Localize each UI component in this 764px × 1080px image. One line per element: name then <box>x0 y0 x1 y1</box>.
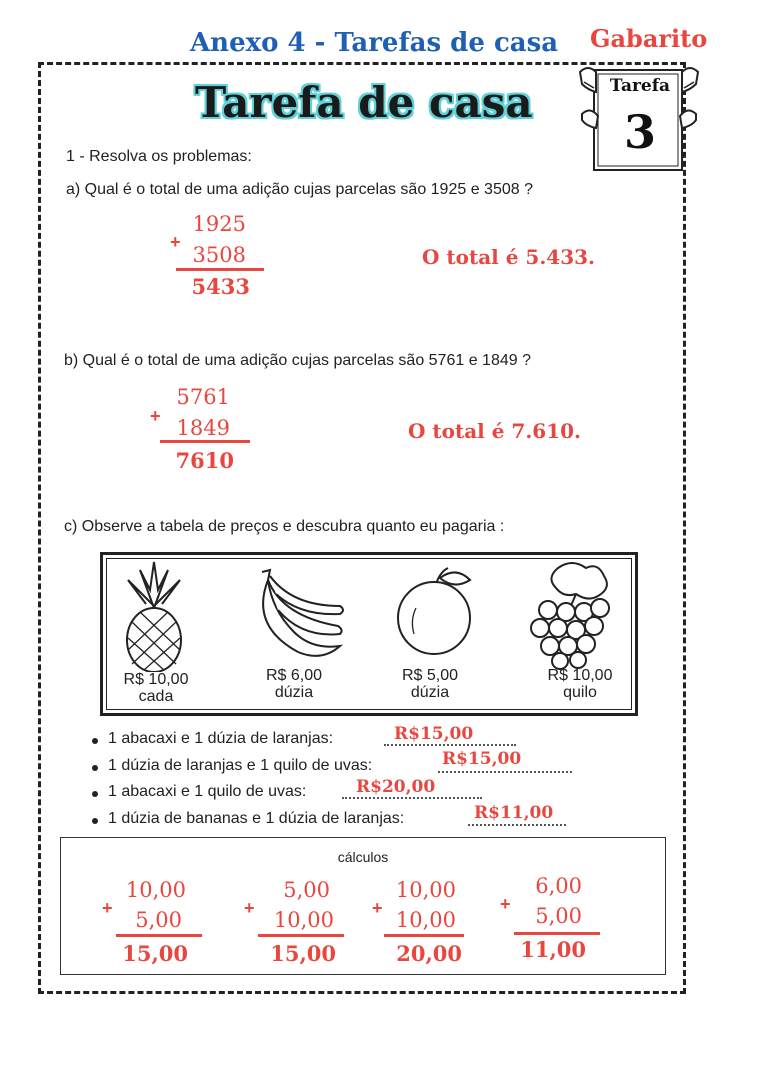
price-bananas-unit: dúzia <box>274 684 314 701</box>
price-pineapple-unit: cada <box>138 688 174 705</box>
answer-line-1 <box>384 744 516 746</box>
calc-2-plus: + <box>244 898 255 918</box>
bullet-answer-3: R$20,00 <box>356 777 436 797</box>
bullet-answer-4: R$11,00 <box>474 803 554 823</box>
problem-b-answer: O total é 7.610. <box>408 419 581 443</box>
price-orange <box>380 667 480 701</box>
price-pineapple-value: R$ 10,00 <box>123 671 189 688</box>
calc-2-addend1: 5,00 <box>283 878 330 902</box>
calc-1-result: 15,00 <box>122 941 188 966</box>
problem-a-question: a) Qual é o total de uma adição cujas parcelas são 1925 e 3508 ? <box>66 181 533 198</box>
price-bananas <box>244 667 344 701</box>
task-sign-number: 3 <box>623 105 656 159</box>
price-pineapple <box>106 671 206 705</box>
calc-2-addend2: 10,00 <box>273 908 334 932</box>
bullet-answer-1: R$15,00 <box>394 724 474 744</box>
price-grapes-value: R$ 10,00 <box>547 667 613 684</box>
calc-4-result: 11,00 <box>520 937 586 962</box>
price-grapes-unit: quilo <box>563 684 597 701</box>
bullet-marker <box>92 738 98 744</box>
calc-3-sum-line <box>384 934 464 937</box>
problem-a-result: 5433 <box>191 274 250 299</box>
calc-1-sum-line <box>116 934 202 937</box>
price-orange-value: R$ 5,00 <box>401 667 459 684</box>
problem-b-question: b) Qual é o total de uma adição cujas parcelas são 5761 e 1849 ? <box>64 352 531 369</box>
problem-a-addend1: 1925 <box>192 212 246 236</box>
problem-b-plus: + <box>150 406 161 426</box>
calc-3-addend2: 10,00 <box>395 908 456 932</box>
calc-4-addend2: 5,00 <box>535 904 582 928</box>
calc-3-addend1: 10,00 <box>395 878 456 902</box>
bullet-text-3: 1 abacaxi e 1 quilo de uvas: <box>108 783 307 800</box>
bullet-text-2: 1 dúzia de laranjas e 1 quilo de uvas: <box>108 757 373 774</box>
bullet-answer-2: R$15,00 <box>442 749 522 769</box>
calc-3-result: 20,00 <box>396 941 462 966</box>
problem-b-sum-line <box>160 440 250 443</box>
price-grapes <box>530 667 630 701</box>
problem-a-plus: + <box>170 232 181 252</box>
task-number-sign <box>578 62 700 174</box>
calc-2-sum-line <box>258 934 344 937</box>
problem-b-addend2: 1849 <box>176 416 230 440</box>
calc-1-addend1: 10,00 <box>125 878 186 902</box>
answer-line-4 <box>468 824 566 826</box>
answer-line-2 <box>438 771 572 773</box>
calc-1-addend2: 5,00 <box>135 908 182 932</box>
answer-line-3 <box>342 797 482 799</box>
problem-b-addend1: 5761 <box>176 385 230 409</box>
calculations-label: cálculos <box>337 849 389 865</box>
calc-4-sum-line <box>514 932 600 935</box>
calc-3-plus: + <box>372 898 383 918</box>
problem-c-question: c) Observe a tabela de preços e descubra quanto eu pagaria : <box>64 518 505 535</box>
pineapple-icon <box>120 560 188 672</box>
answer-key-label: Gabarito <box>590 24 708 53</box>
price-orange-unit: dúzia <box>410 684 450 701</box>
bullet-text-4: 1 dúzia de bananas e 1 dúzia de laranjas: <box>108 810 405 827</box>
bullet-marker <box>92 818 98 824</box>
calc-2-result: 15,00 <box>270 941 336 966</box>
calc-4-addend1: 6,00 <box>535 874 582 898</box>
problem-a-sum-line <box>176 268 264 271</box>
problem-b-result: 7610 <box>175 448 234 473</box>
task-sign-label: Tarefa <box>609 76 671 96</box>
grapes-icon <box>528 558 616 670</box>
bananas-icon <box>242 566 348 664</box>
main-title: Tarefa de casa <box>195 78 533 127</box>
calc-1-plus: + <box>102 898 113 918</box>
problem-a-answer: O total é 5.433. <box>422 245 595 269</box>
bullet-marker <box>92 791 98 797</box>
price-bananas-value: R$ 6,00 <box>265 667 323 684</box>
bullet-text-1: 1 abacaxi e 1 dúzia de laranjas: <box>108 730 334 747</box>
orange-icon <box>396 564 476 656</box>
header-title: Anexo 4 - Tarefas de casa <box>190 28 559 58</box>
instructions-text: 1 - Resolva os problemas: <box>66 148 252 165</box>
problem-a-addend2: 3508 <box>192 243 246 267</box>
calc-4-plus: + <box>500 894 511 914</box>
bullet-marker <box>92 765 98 771</box>
